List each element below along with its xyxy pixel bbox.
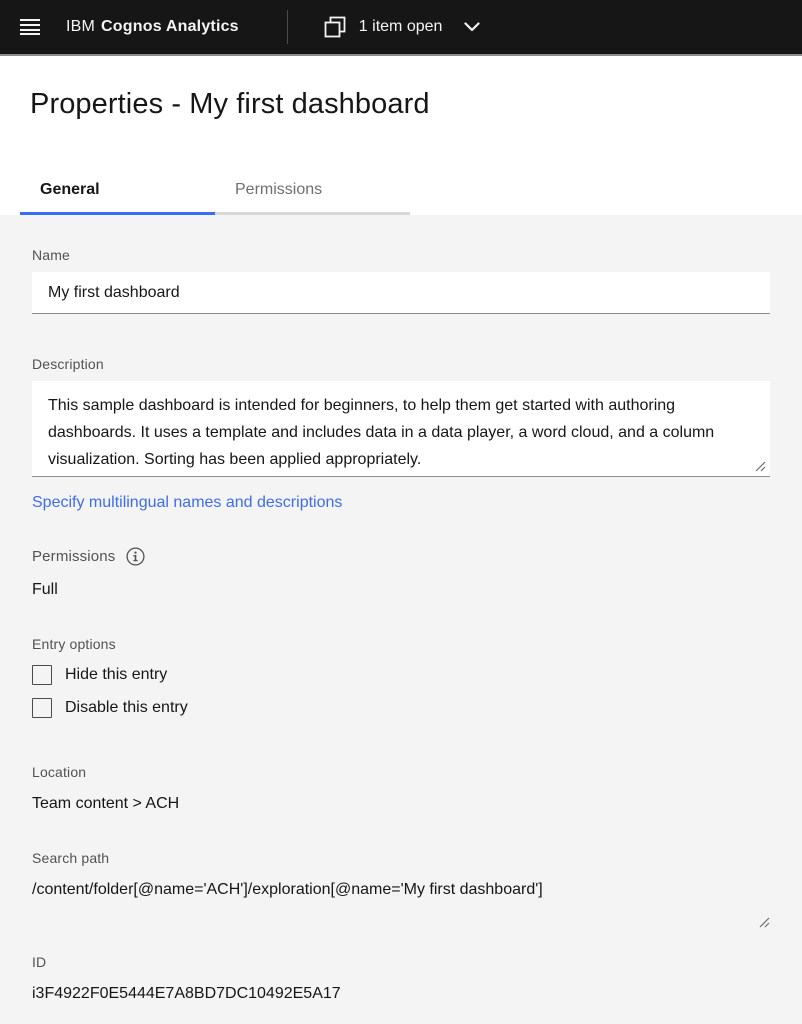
brand-name: Cognos Analytics xyxy=(101,18,239,35)
search-path-label: Search path xyxy=(32,850,110,866)
textarea-resize-handle[interactable] xyxy=(755,461,766,472)
name-field-label: Name xyxy=(32,247,70,263)
permissions-info-button[interactable] xyxy=(126,547,145,566)
hide-entry-checkbox[interactable] xyxy=(32,665,52,685)
header-divider xyxy=(287,10,288,44)
location-label: Location xyxy=(32,764,87,780)
id-value: i3F4922F0E5444E7A8BD7DC10492E5A17 xyxy=(32,985,341,1002)
page-title: Properties - My first dashboard xyxy=(30,88,430,120)
app-header xyxy=(0,0,802,56)
tab-bar xyxy=(0,181,802,215)
general-properties-panel xyxy=(0,215,802,1003)
brand-prefix: IBM xyxy=(66,18,96,35)
disable-entry-row xyxy=(32,698,770,718)
id-label: ID xyxy=(32,954,47,970)
hide-entry-label[interactable]: Hide this entry xyxy=(65,666,168,683)
permissions-value: Full xyxy=(32,581,58,598)
chevron-down-icon xyxy=(464,22,480,32)
disable-entry-label[interactable]: Disable this entry xyxy=(65,699,188,716)
disable-entry-checkbox[interactable] xyxy=(32,698,52,718)
open-items-dropdown[interactable] xyxy=(324,16,481,38)
description-textarea-wrap xyxy=(32,381,770,477)
title-section xyxy=(0,56,802,215)
open-items-count: 1 item open xyxy=(358,18,443,35)
description-field-label: Description xyxy=(32,356,104,372)
tab-permissions[interactable] xyxy=(215,181,410,215)
search-path-resize-handle[interactable] xyxy=(759,917,770,928)
permissions-label: Permissions xyxy=(32,548,116,565)
hamburger-menu-button[interactable] xyxy=(6,0,54,54)
tab-general[interactable] xyxy=(20,181,215,215)
hide-entry-row xyxy=(32,665,770,685)
open-items-stack-icon xyxy=(324,16,346,38)
info-icon xyxy=(126,547,145,566)
tab-general-label: General xyxy=(40,181,100,198)
search-path-value: /content/folder[@name='ACH']/exploration[@name='My first dashboard'] xyxy=(32,881,543,898)
app-brand xyxy=(66,18,239,36)
entry-options-label: Entry options xyxy=(32,636,116,652)
location-value: Team content > ACH xyxy=(32,795,180,812)
multilingual-names-link[interactable]: Specify multilingual names and descriptions xyxy=(32,494,343,511)
tab-permissions-label: Permissions xyxy=(235,181,323,198)
name-input[interactable] xyxy=(32,272,770,314)
permissions-row xyxy=(32,547,770,566)
hamburger-icon xyxy=(20,18,40,36)
description-textarea[interactable] xyxy=(32,381,770,477)
search-path-grip-row xyxy=(32,917,770,928)
